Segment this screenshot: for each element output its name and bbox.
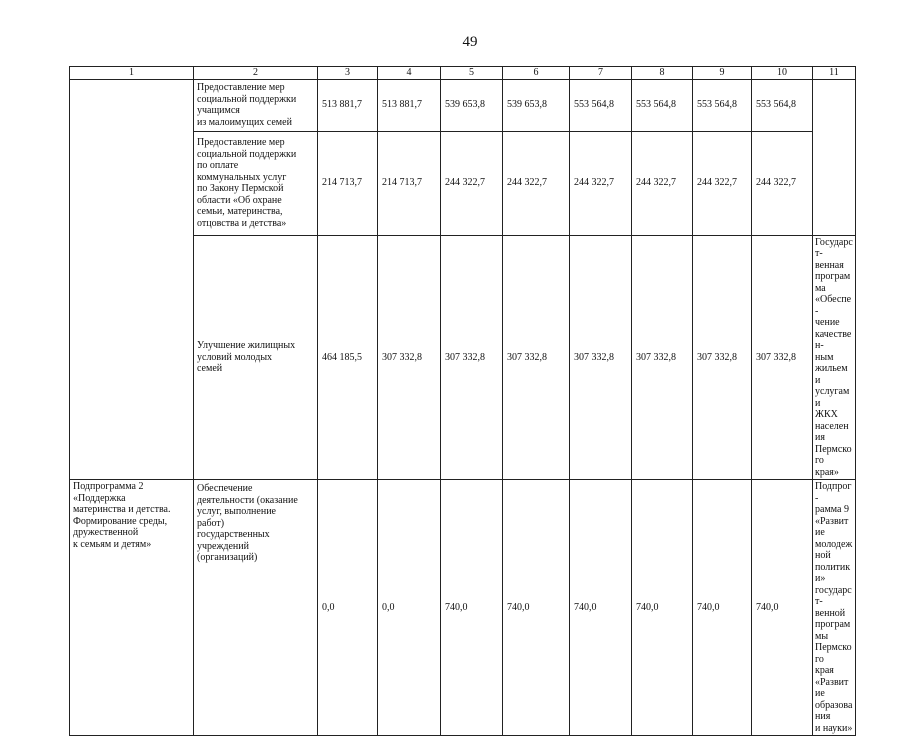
measure-line: социальной поддержки xyxy=(197,93,297,105)
measure-line: условий молодых xyxy=(197,351,273,363)
measure-line: учащимся xyxy=(197,105,240,116)
page-number: 49 xyxy=(462,34,478,50)
measure-line: Предоставление мер xyxy=(197,82,285,93)
measure-line: государственных xyxy=(197,529,270,540)
measure-line: по Закону Пермской xyxy=(197,183,284,194)
program-line: ным жильем xyxy=(815,351,848,374)
budget-table xyxy=(69,66,856,736)
value-cell: 539 653,8 xyxy=(441,79,503,131)
value-cell: 307 332,8 xyxy=(570,235,632,480)
value-cell: 307 332,8 xyxy=(632,235,693,480)
measure-cell xyxy=(194,79,318,131)
value-cell: 740,0 xyxy=(632,480,693,736)
measure-line: услуг, выполнение xyxy=(197,506,276,517)
measure-line: Улучшение жилищных xyxy=(197,340,296,351)
header-cell: 6 xyxy=(503,67,570,80)
program-line: рамма 9 xyxy=(815,504,849,515)
value-cell: 0,0 xyxy=(318,480,378,736)
value-cell: 244 322,7 xyxy=(503,131,570,235)
section-cell-empty xyxy=(70,79,194,480)
header-cell: 10 xyxy=(752,67,813,80)
program-line: молодежной xyxy=(815,538,853,561)
value-cell: 553 564,8 xyxy=(570,79,632,131)
program-line: Подпрог- xyxy=(815,481,852,504)
program-line: образования xyxy=(815,699,853,722)
value-cell: 244 322,7 xyxy=(441,131,503,235)
header-cell: 4 xyxy=(378,67,441,80)
section-line: материнства и детства. xyxy=(73,504,171,515)
value-cell: 307 332,8 xyxy=(752,235,813,480)
value-cell: 740,0 xyxy=(441,480,503,736)
program-line: «Развитие xyxy=(815,515,849,538)
program-line: края xyxy=(815,665,834,676)
value-cell: 740,0 xyxy=(570,480,632,736)
measure-line: семей xyxy=(197,363,223,374)
measure-line: из малоимущих семей xyxy=(197,116,292,128)
program-line: чение xyxy=(815,317,840,328)
value-cell: 513 881,7 xyxy=(318,79,378,131)
measure-line: работ) xyxy=(197,517,225,529)
header-cell: 11 xyxy=(813,67,856,80)
section-line: Подпрограмма 2 xyxy=(73,481,144,492)
value-cell: 244 322,7 xyxy=(693,131,752,235)
value-cell: 740,0 xyxy=(503,480,570,736)
header-cell: 3 xyxy=(318,67,378,80)
value-cell: 244 322,7 xyxy=(752,131,813,235)
measure-line: семьи, материнства, xyxy=(197,206,283,217)
program-line: программа xyxy=(815,271,851,294)
value-cell: 307 332,8 xyxy=(378,235,441,480)
program-cell xyxy=(813,480,856,736)
program-line: «Развитие xyxy=(815,676,849,699)
value-cell: 539 653,8 xyxy=(503,79,570,131)
section-cell xyxy=(70,480,194,736)
measure-line: области «Об охране xyxy=(197,194,282,206)
program-line: венной xyxy=(815,607,846,619)
measure-line: (организаций) xyxy=(197,552,258,563)
program-line: «Обеспе- xyxy=(815,294,852,317)
value-cell: 740,0 xyxy=(752,480,813,736)
header-cell: 8 xyxy=(632,67,693,80)
measure-cell xyxy=(194,131,318,235)
measure-line: Предоставление мер xyxy=(197,137,285,148)
value-cell: 244 322,7 xyxy=(632,131,693,235)
program-line: ЖКХ xyxy=(815,409,838,420)
header-cell: 2 xyxy=(194,67,318,80)
program-line: качествен- xyxy=(815,328,852,351)
value-cell: 464 185,5 xyxy=(318,235,378,480)
program-line: политики» xyxy=(815,561,851,584)
program-cell xyxy=(813,235,856,480)
value-cell: 307 332,8 xyxy=(441,235,503,480)
measure-cell xyxy=(194,480,318,736)
program-line: Государст- xyxy=(815,236,853,259)
header-cell: 5 xyxy=(441,67,503,80)
header-cell: 7 xyxy=(570,67,632,80)
measure-line: деятельности (оказание xyxy=(197,494,298,506)
measure-line: по оплате xyxy=(197,160,239,171)
measure-line: отцовства и детства» xyxy=(197,217,287,229)
value-cell: 244 322,7 xyxy=(570,131,632,235)
program-line: и науки» xyxy=(815,722,853,734)
measure-line: коммунальных услуг xyxy=(197,171,287,183)
value-cell: 0,0 xyxy=(378,480,441,736)
measure-cell xyxy=(194,235,318,480)
program-cell-empty xyxy=(813,79,856,235)
section-line: «Поддержка xyxy=(73,492,126,504)
measure-line: учреждений xyxy=(197,540,249,552)
header-cell: 9 xyxy=(693,67,752,80)
table-row xyxy=(70,480,856,736)
value-cell: 553 564,8 xyxy=(693,79,752,131)
program-line: Пермского xyxy=(815,642,852,665)
section-line: к семьям и детям» xyxy=(73,538,152,550)
program-line: края» xyxy=(815,466,839,478)
value-cell: 553 564,8 xyxy=(752,79,813,131)
value-cell: 513 881,7 xyxy=(378,79,441,131)
program-line: программы xyxy=(815,619,851,642)
section-line: дружественной xyxy=(73,527,139,538)
value-cell: 740,0 xyxy=(693,480,752,736)
value-cell: 553 564,8 xyxy=(632,79,693,131)
header-row xyxy=(70,67,856,80)
measure-line: социальной поддержки xyxy=(197,148,297,160)
value-cell: 307 332,8 xyxy=(693,235,752,480)
value-cell: 214 713,7 xyxy=(378,131,441,235)
section-line: Формирование среды, xyxy=(73,515,168,527)
measure-line: Обеспечение xyxy=(197,483,253,494)
table-row xyxy=(70,79,856,131)
program-line: населения xyxy=(815,420,849,443)
header-cell: 1 xyxy=(70,67,194,80)
value-cell: 307 332,8 xyxy=(503,235,570,480)
program-line: Пермского xyxy=(815,443,852,466)
program-line: и услугами xyxy=(815,374,850,409)
program-line: государст- xyxy=(815,584,852,607)
program-line: венная xyxy=(815,259,844,271)
value-cell: 214 713,7 xyxy=(318,131,378,235)
